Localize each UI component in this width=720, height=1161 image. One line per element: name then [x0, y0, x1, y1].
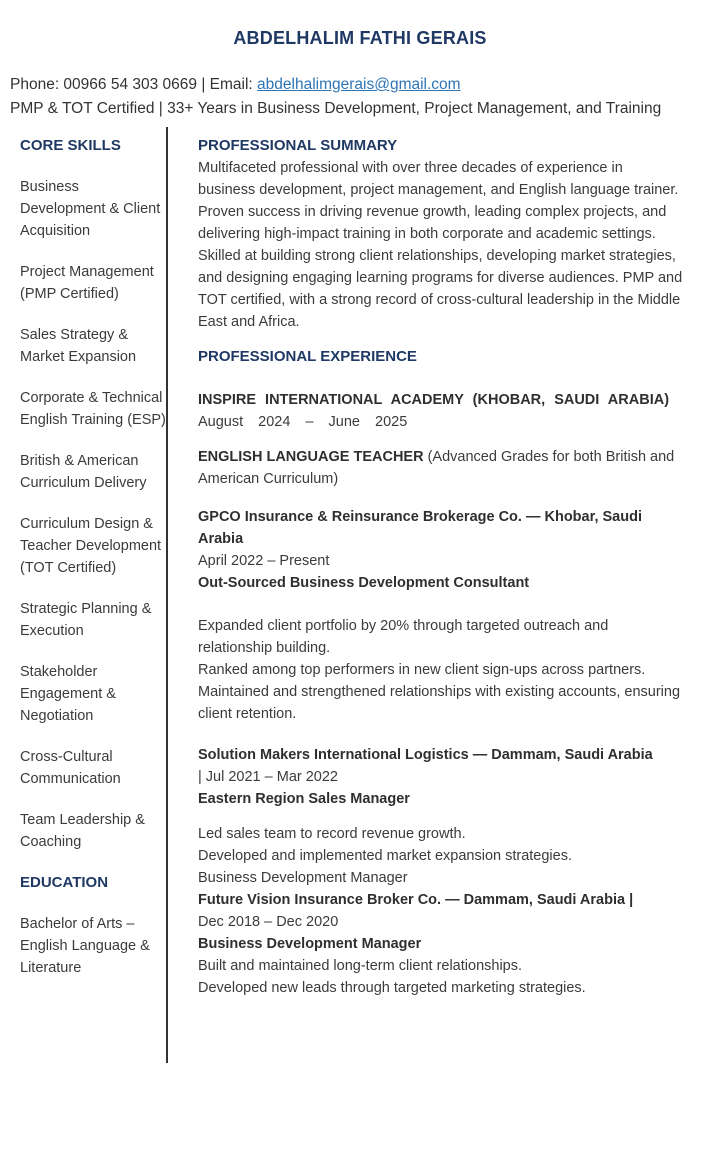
job-title: ENGLISH LANGUAGE TEACHER [198, 449, 424, 465]
achievement-item: Led sales team to record revenue growth. [198, 826, 466, 842]
summary-text: Multifaceted professional with over three decades of experience in business development, project management, and English language trainer. Proven success in driving revenue growth, leading complex projects, and delivering high-impact training in both corporate and academic settings. Skilled at building strong client relationships, developing market strategies, and designing engaging learning programs for diverse audiences. PMP and TOT certified, with a strong record of cross-cultural leadership in the Middle East and Africa. [198, 160, 683, 330]
job-title: Business Development Manager [198, 936, 422, 952]
summary-heading: PROFESSIONAL SUMMARY [198, 137, 398, 154]
education-item: Bachelor of Arts – English Language & Literature [20, 916, 150, 976]
achievement-item: Developed and implemented market expansion strategies. [198, 848, 572, 864]
achievement-item: Expanded client portfolio by 20% through targeted outreach and relationship building. [198, 618, 609, 656]
experience-entry-gpco [198, 506, 684, 594]
resume-columns [0, 135, 720, 1063]
date-range: | Jul 2021 – Mar 2022 [198, 769, 338, 785]
education-heading: EDUCATION [20, 874, 109, 891]
core-skills-heading: CORE SKILLS [20, 137, 121, 154]
date-range: April 2022 – Present [198, 553, 330, 569]
job-title: Eastern Region Sales Manager [198, 791, 410, 807]
achievement-item: Business Development Manager [198, 870, 408, 886]
skill-item: Business Development & Client Acquisition [20, 179, 161, 239]
phone-text: Phone: 00966 54 303 0669 | Email: [10, 76, 258, 93]
job-title-detail: (Advanced Grades for both British and American Curriculum) [198, 449, 675, 487]
date-range: August 2024 – June 2025 [198, 414, 408, 430]
experience-entry-inspire [198, 389, 684, 433]
skill-item: Curriculum Design & Teacher Development (TOT Certified) [20, 516, 162, 576]
achievement-item: Maintained and strengthened relationships with existing accounts, ensuring client retention. [198, 684, 681, 722]
tagline: PMP & TOT Certified | 33+ Years in Business Development, Project Management, and Training [10, 100, 662, 117]
experience-heading: PROFESSIONAL EXPERIENCE [198, 348, 417, 365]
date-range: Dec 2018 – Dec 2020 [198, 914, 339, 930]
job-title-block [198, 446, 684, 490]
job-title-line [198, 446, 684, 490]
company-name: INSPIRE INTERNATIONAL ACADEMY (KHOBAR, SAUDI ARABIA) [198, 392, 670, 408]
main-content [168, 135, 720, 1063]
company-name: GPCO Insurance & Reinsurance Brokerage Co. — Khobar, Saudi Arabia [198, 509, 642, 547]
resume-header [0, 0, 720, 121]
company-name: Solution Makers International Logistics — Dammam, Saudi Arabia [198, 747, 653, 763]
skill-item: British & American Curriculum Delivery [20, 453, 147, 491]
skill-item: Sales Strategy & Market Expansion [20, 327, 137, 365]
experience-entry-future-vision [198, 823, 684, 999]
achievements-gpco [198, 615, 684, 725]
skill-item: Strategic Planning & Execution [20, 601, 152, 639]
achievement-item: Developed new leads through targeted marketing strategies. [198, 980, 586, 996]
candidate-name: ABDELHALIM FATHI GERAIS [233, 28, 487, 48]
experience-entry-solution-makers [198, 744, 684, 810]
contact-line [10, 73, 670, 97]
contact-block [0, 73, 670, 121]
achievement-item: Built and maintained long-term client relationships. [198, 958, 523, 974]
sidebar [0, 135, 166, 1063]
email-link[interactable]: abdelhalimgerais@gmail.com [257, 76, 461, 93]
skill-item: Team Leadership & Coaching [20, 812, 145, 850]
company-name: Future Vision Insurance Broker Co. — Dammam, Saudi Arabia | [198, 892, 634, 908]
skill-item: Stakeholder Engagement & Negotiation [20, 664, 116, 724]
skill-item: Project Management (PMP Certified) [20, 264, 154, 302]
skill-item: Corporate & Technical English Training (ESP) [20, 390, 166, 428]
job-title: Out-Sourced Business Development Consultant [198, 575, 530, 591]
skill-item: Cross-Cultural Communication [20, 749, 121, 787]
achievement-item: Ranked among top performers in new client sign-ups across partners. [198, 662, 646, 678]
